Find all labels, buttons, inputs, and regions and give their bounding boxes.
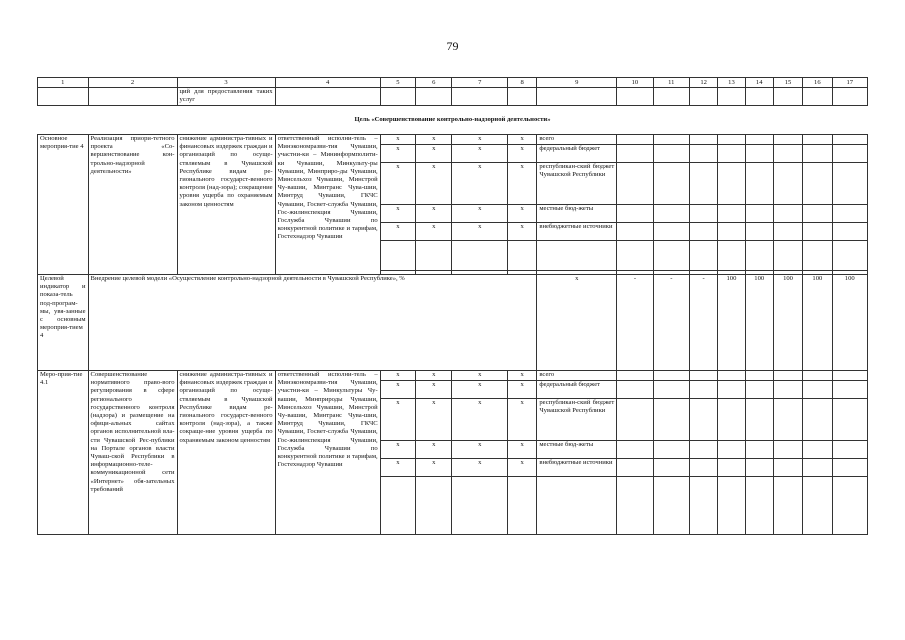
column-number: 11 xyxy=(653,78,689,88)
column-number: 17 xyxy=(832,78,868,88)
event4-name: Реализация приори-тетного проекта «Со-вершенствование кон-трольно-надзорной деятельности» xyxy=(88,135,177,275)
source-republic: республикан-ский бюджет Чувашской Республики xyxy=(537,163,617,205)
column-number: 3 xyxy=(177,78,275,88)
column-number: 4 xyxy=(275,78,380,88)
column-number: 7 xyxy=(452,78,508,88)
column-number: 10 xyxy=(617,78,653,88)
source-local: местные бюд-жеты xyxy=(537,205,617,223)
source-total: всего xyxy=(537,135,617,145)
source-local: местные бюд-жеты xyxy=(537,441,617,459)
column-number: 8 xyxy=(508,78,537,88)
indicator-text: Внедрение целевой модели «Осуществление контрольно-надзорной деятельности в Чувашской Республике», % xyxy=(88,275,537,371)
event41-row: Меро-прия-тие 4.1 Совершенствование нормативного право-вого регулирования в сфере регионального государственного контроля (надзора) и размещение на офици-альных сайтах органов исполнительной вла-сти Чувашской Рес-публики на Портале органов власти Чуваш-ской Республики в информационно-теле-коммуникационной сети «Интернет» обя-зательных требований снижение администра-тивных и финансовых издержек граждан и организаций по осуще-ствляемым в Чувашской Республике видам ре-гионального государст-венного контроля (над-зора), а также сокраще-ние уровня ущерба по охраняемым законом ценностям ответственный исполни-тель – Минэкономразви-тия Чувашии, участни-ки – Минкультуры Чу-вашии, Минприроды Чувашии, Минсельхоз Чувашии, Минстрой Чу-вашии, Минтранс Чува-шии, Минтруд Чувашии, ГКЧС Чувашии, Госвет-служба Чувашии, Гос-жилинспекция Чувашии, Гослужба Чувашии по конкурентной политике и тарифам, Гостехнадзор Чувашии x x x x всего xyxy=(38,371,868,381)
event4-result: снижение администра-тивных и финансовых издержек граждан и организаций по осуще-ствляемым в Чувашской Республике видам ре-гионального государст-венного контроля (над-зора); сокращение уровня ущерба по охраняемым законом ценностям xyxy=(177,135,275,275)
source-federal: федеральный бюджет xyxy=(537,381,617,399)
event41-name: Совершенствование нормативного право-вого регулирования в сфере регионального государственного контроля (надзора) и размещение на офици-альных сайтах органов исполнительной вла-сти Чувашской Рес-публики на Портале органов власти Чуваш-ской Республики в информационно-теле-коммуникационной сети «Интернет» обя-зательных требований xyxy=(88,371,177,535)
event41-result: снижение администра-тивных и финансовых издержек граждан и организаций по осуще-ствляемым в Чувашской Республике видам ре-гионального государст-венного контроля (над-зора), а также сокраще-ние уровня ущерба по охраняемым законом ценностям xyxy=(177,371,275,535)
goal-title: Цель «Совершенствование контрольно-надзорной деятельности» xyxy=(38,106,868,135)
source-total: всего xyxy=(537,371,617,381)
source-republic: республикан-ский бюджет Чувашской Республики xyxy=(537,399,617,441)
column-number: 12 xyxy=(690,78,718,88)
continuation-row xyxy=(38,88,868,106)
column-number: 13 xyxy=(718,78,745,88)
goal-row xyxy=(38,106,868,135)
indicator-row: Целевой индикатор и показа-тель под-програм-мы, увя-занные с основным мероприя-тием 4 Внедрение целевой модели «Осуществление контрольно-надзорной деятельности в Чувашской Республике», % x - - - 100 100 100 100 100 xyxy=(38,275,868,371)
event4-source-row: x x x x местные бюд-жеты xyxy=(38,205,868,223)
column-numbers-row xyxy=(38,78,868,88)
source-federal: федеральный бюджет xyxy=(537,145,617,163)
column-number: 2 xyxy=(88,78,177,88)
continuation-text: ций для предоставления таких услуг xyxy=(177,88,275,106)
event4-source-row: x x x x федеральный бюджет xyxy=(38,145,868,163)
source-extrabudget: внебюджетные источники xyxy=(537,223,617,241)
event4-row: Основное мероприя-тие 4 Реализация приори-тетного проекта «Со-вершенствование кон-трольно-надзорной деятельности» снижение администра-тивных и финансовых издержек граждан и организаций по осуще-ствляемым в Чувашской Республике видам ре-гионального государст-венного контроля (над-зора); сокращение уровня ущерба по охраняемым законом ценностям ответственный исполни-тель – Минэкономразви-тия Чувашии, участни-ки – Мининформполити-ки Чувашии, Минкульту-ры Чувашии, Минприро-ды Чувашии, Минсельхоз Чувашии, Минстрой Чу-вашии, Минтранс Чува-шии, Минтруд Чувашии, ГКЧС Чувашии, Госвет-служба Чувашии, Гос-жилинспекция Чувашии, Гослужба Чувашии по конкурентной политике и тарифам, Гостехнадзор Чувашии x x x x всего xyxy=(38,135,868,145)
event41-executors: ответственный исполни-тель – Минэкономразви-тия Чувашии, участни-ки – Минкультуры Чу-вашии, Минприроды Чувашии, Минсельхоз Чувашии, Минстрой Чу-вашии, Минтранс Чува-шии, Минтруд Чувашии, ГКЧС Чувашии, Госвет-служба Чувашии, Гос-жилинспекция Чувашии, Гослужба Чувашии по конкурентной политике и тарифам, Гостехнадзор Чувашии xyxy=(275,371,380,535)
event41-source-row: x x x x федеральный бюджет xyxy=(38,381,868,399)
column-number: 16 xyxy=(803,78,832,88)
event4-label: Основное мероприя-тие 4 xyxy=(38,135,89,275)
event41-source-row: x x x x внебюджетные источники xyxy=(38,459,868,477)
column-number: 9 xyxy=(537,78,617,88)
event41-source-row: x x x x республикан-ский бюджет Чувашской Республики xyxy=(38,399,868,441)
event4-executors: ответственный исполни-тель – Минэкономразви-тия Чувашии, участни-ки – Мининформполити-ки Чувашии, Минкульту-ры Чувашии, Минприро-ды Чувашии, Минсельхоз Чувашии, Минстрой Чу-вашии, Минтранс Чува-шии, Минтруд Чувашии, ГКЧС Чувашии, Госвет-служба Чувашии, Гос-жилинспекция Чувашии, Гослужба Чувашии по конкурентной политике и тарифам, Гостехнадзор Чувашии xyxy=(275,135,380,275)
page-number: 79 xyxy=(446,39,459,53)
event4-source-row: x x x x республикан-ский бюджет Чувашской Республики xyxy=(38,163,868,205)
column-number: 15 xyxy=(773,78,802,88)
event41-source-row: x x x x местные бюд-жеты xyxy=(38,441,868,459)
column-number: 6 xyxy=(416,78,452,88)
event41-label: Меро-прия-тие 4.1 xyxy=(38,371,89,535)
program-table xyxy=(37,77,868,535)
column-number: 5 xyxy=(380,78,415,88)
column-number: 1 xyxy=(38,78,89,88)
source-extrabudget: внебюджетные источники xyxy=(537,459,617,477)
column-number: 14 xyxy=(745,78,773,88)
indicator-label: Целевой индикатор и показа-тель под-програм-мы, увя-занные с основным мероприя-тием 4 xyxy=(38,275,89,371)
event4-source-row: x x x x внебюджетные источники xyxy=(38,223,868,241)
